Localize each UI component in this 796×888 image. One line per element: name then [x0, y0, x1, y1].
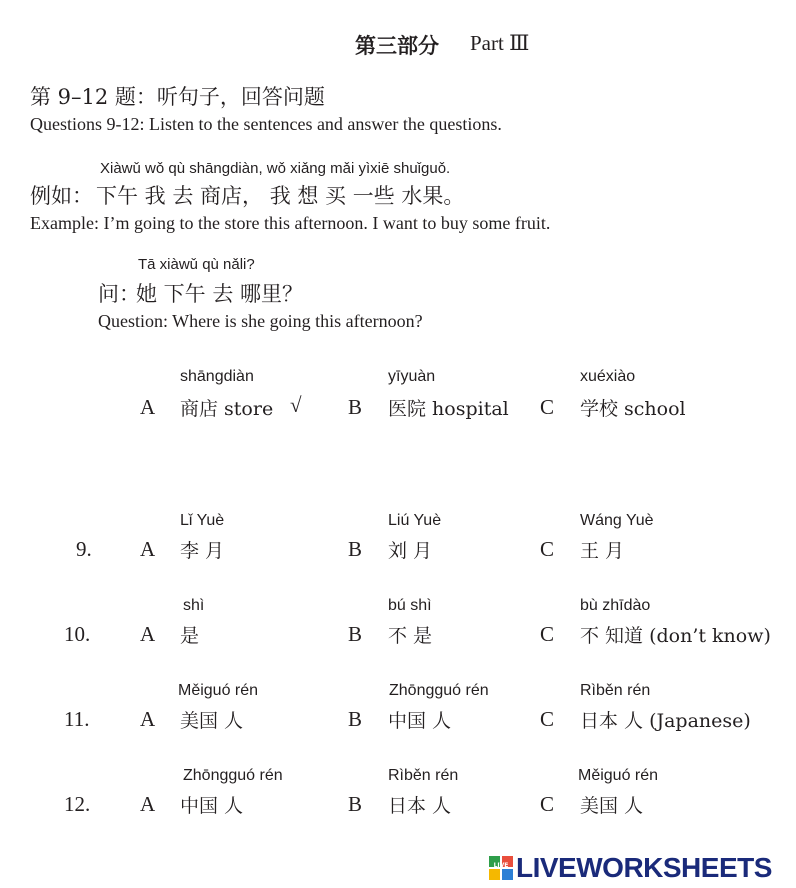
- example-question-en: Question: Where is she going this afternoon?: [98, 311, 423, 331]
- question-12-option-c[interactable]: C: [540, 792, 555, 816]
- question-12-number: 12.: [64, 792, 91, 816]
- question-12-option-b-text: 日本 人: [388, 795, 452, 817]
- example-option-a-pinyin: shāngdiàn: [180, 368, 254, 385]
- example-question-cn: 她 下午 去 哪里？: [136, 282, 304, 306]
- question-11-option-c-text: 日本 人 (Japanese): [580, 710, 751, 732]
- question-11-option-a-text: 美国 人: [180, 710, 244, 732]
- question-10-option-c-pinyin: bù zhīdào: [580, 597, 651, 614]
- question-10-number: 10.: [64, 622, 91, 646]
- example-sentence-en: Example: I’m going to the store this afternoon. I want to buy some fruit.: [30, 213, 551, 233]
- logo-text: LIVEWORKSHEETS: [516, 852, 772, 883]
- question-10-option-a[interactable]: A: [140, 622, 156, 646]
- question-12-option-a-pinyin: Zhōngguó rén: [183, 767, 283, 784]
- question-10-option-a-text: 是: [180, 625, 200, 647]
- question-11-option-b-text: 中国 人: [388, 710, 452, 732]
- question-9-option-b-text: 刘 月: [388, 540, 433, 562]
- part-title-cn: 第三部分: [355, 33, 439, 58]
- question-9-option-a[interactable]: A: [140, 537, 156, 561]
- example-option-b-letter: B: [348, 395, 363, 419]
- question-9-option-a-pinyin: Lǐ Yuè: [180, 512, 225, 529]
- question-11-number: 11.: [64, 707, 90, 731]
- example-option-c-letter: C: [540, 395, 555, 419]
- question-9-option-c-text: 王 月: [580, 540, 625, 562]
- question-12-option-b-pinyin: Rìběn rén: [388, 767, 459, 784]
- question-9-number: 9.: [76, 537, 92, 561]
- question-12-option-a-text: 中国 人: [180, 795, 244, 817]
- example-pinyin: Xiàwǔ wǒ qù shāngdiàn, wǒ xiǎng mǎi yìxiē shuǐguǒ.: [100, 160, 451, 177]
- question-10-option-c-text: 不 知道 (don’t know): [580, 625, 771, 647]
- question-10-option-c[interactable]: C: [540, 622, 555, 646]
- logo-badge-text: LIVE: [493, 862, 509, 869]
- question-9-option-a-text: 李 月: [180, 540, 225, 562]
- checkmark-icon: √: [290, 393, 302, 417]
- instructions-en: Questions 9-12: Listen to the sentences and answer the questions.: [30, 114, 502, 134]
- question-10-option-a-pinyin: shì: [183, 597, 205, 614]
- question-11-option-a[interactable]: A: [140, 707, 156, 731]
- example-option-c-pinyin: xuéxiào: [580, 368, 636, 385]
- example-option-a-letter: A: [140, 395, 156, 419]
- question-11-option-c[interactable]: C: [540, 707, 555, 731]
- question-10-option-b-pinyin: bú shì: [388, 597, 432, 614]
- question-10-option-b-text: 不 是: [388, 625, 433, 647]
- example-question-label: 问：: [98, 282, 140, 306]
- question-11-option-b[interactable]: B: [348, 707, 363, 731]
- example-sentence-cn: 下午 我 去 商店， 我 想 买 一些 水果。: [96, 184, 465, 208]
- part-title-en: Part Ⅲ: [470, 31, 530, 55]
- question-9-option-b[interactable]: B: [348, 537, 363, 561]
- liveworksheets-logo[interactable]: [489, 852, 772, 884]
- question-11-option-a-pinyin: Měiguó rén: [178, 682, 259, 699]
- question-10-option-b[interactable]: B: [348, 622, 363, 646]
- example-label: 例如：: [30, 184, 93, 208]
- question-9-option-c-pinyin: Wáng Yuè: [580, 512, 654, 529]
- example-option-c-text: 学校 school: [580, 398, 686, 420]
- question-11-option-b-pinyin: Zhōngguó rén: [389, 682, 489, 699]
- example-option-a-text: 商店 store: [180, 398, 274, 420]
- question-12-option-a[interactable]: A: [140, 792, 156, 816]
- example-question-pinyin: Tā xiàwǔ qù nǎli?: [138, 256, 255, 273]
- example-option-b-text: 医院 hospital: [388, 398, 509, 420]
- question-9-option-c[interactable]: C: [540, 537, 555, 561]
- question-11-option-c-pinyin: Rìběn rén: [580, 682, 651, 699]
- instructions-cn: 第 9–12 题：听句子，回答问题: [30, 85, 325, 109]
- question-12-option-c-pinyin: Měiguó rén: [578, 767, 659, 784]
- question-12-option-c-text: 美国 人: [580, 795, 644, 817]
- example-option-b-pinyin: yīyuàn: [388, 368, 436, 385]
- question-9-option-b-pinyin: Liú Yuè: [388, 512, 442, 529]
- question-12-option-b[interactable]: B: [348, 792, 363, 816]
- logo-badge-icon: [489, 856, 513, 880]
